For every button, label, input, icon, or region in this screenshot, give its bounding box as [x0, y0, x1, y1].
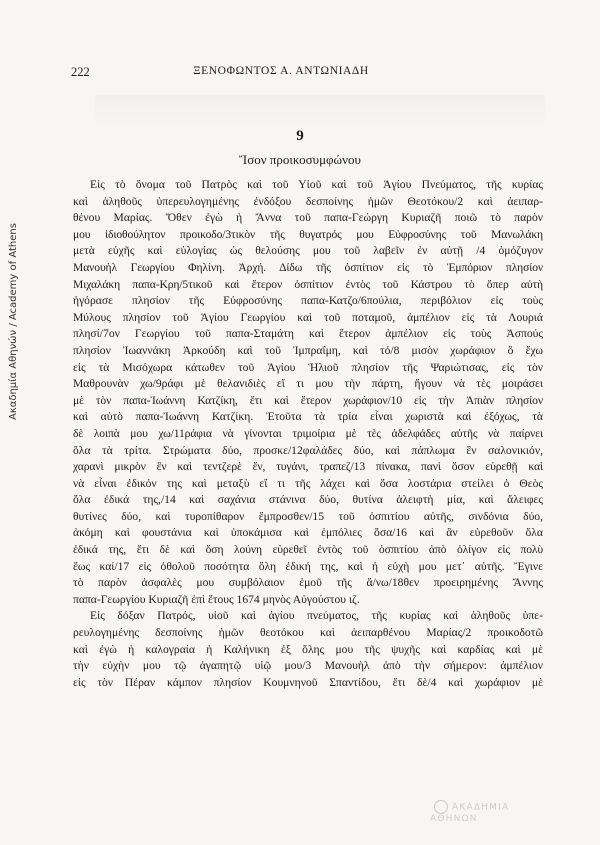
- text-line: μετὰ εὐχῆς καὶ εὐλογίας ὡς θελούσης μου τοῦ λαβεῖν ἐν αὐτῇ /4 ὁμόζυγον: [73, 244, 543, 258]
- text-line: εἰς τὸν Πέραν κάμπον πλησίον Κουμνηνοῦ Σπαντίδου, ἔτι δὲ/4 καὶ χωράφιον μὲ: [73, 675, 543, 689]
- text-line: τὴν εὐχὴν μου τῷ ἀγαπητῷ υἱῷ μου/3 Μανουὴλ ἀπὸ τὴν σήμερον: ἀμπέλιον: [73, 659, 543, 673]
- text-line: μου ἰδιοθούλητον προικοδο/3τικὸν τῆς θυγατρός μου Εὐφροσύνης τοῦ Μανωλάκη: [73, 227, 543, 241]
- text-line: καὶ ἐγὼ ἡ καλογραία ἡ Καλήνικη ἐξ ὅλης μου τῆς ψυχῆς καὶ καρδίας καὶ μὲ: [73, 642, 543, 656]
- text-line: ἀκόμη καὶ φουστάνια καὶ ὑποκάμισα καὶ ἐμπόλιες ὅσα/16 καὶ ἂν εὑρεθοῦν ὅλα: [73, 526, 543, 540]
- text-line: Μανουὴλ Γεωργίου Φηλίνη. Ἀρχή. Δίδω τῆς ὀσπίτιον εἰς τὸ Ἐμπόριον πλησίον: [73, 260, 543, 274]
- text-line: Μαθρουνὰν χω/9ράφι μὲ θελανιδιὲς εἴ τι μου τὴν πάρτη, ἤγουν νὰ τὲς μοιράσει: [73, 377, 543, 391]
- text-line: ὅλα τὰ τρίτα. Στρώματα δύο, προσκε/12φαλάδες δύο, καὶ πάπλωμα ἓν σαλονικιόν,: [73, 443, 543, 457]
- document-title: Ἴσον προικοσυμφώνου: [239, 152, 361, 167]
- page-header: [71, 65, 531, 81]
- text-line: δὲ λοιπὰ μου χω/11ράφια νὰ γίνονται τριμοίρια μὲ τὲς ἀδελφάδες αὐτῆς νὰ παίρνει: [73, 426, 543, 440]
- text-line: ρευλογημένης δεσποίνης ἡμῶν θεοτόκου καὶ ἀειπαρθένου Μαρίας/2 προικοδοτῶ: [73, 626, 543, 640]
- text-line: νὰ εἶναι ἐδικόν της καὶ μεταξὺ εἴ τι τῆς λάχει καὶ ὅσα λοστάρια στείλει ὁ Θεὸς: [73, 476, 543, 490]
- text-line: ἐδικά της, ἔτι δὲ καὶ ὅση λούνη εὑρεθεῖ ἐντὸς τοῦ ὀσπιτίου ἀπὸ ὀλίγον εἰς πολὺ: [73, 543, 543, 557]
- scan-shadow: [95, 95, 545, 125]
- academy-stamp: [430, 800, 550, 824]
- text-line: καὶ αὐτὸ παπα-Ἰωάννη Κατζίκη. Ἐτοῦτα τὰ τρία εἶναι χωριστὰ καὶ ἐξόχως, τὰ: [73, 410, 543, 424]
- text-line: Εἰς δόξαν Πατρός, υἱοῦ καὶ ἁγίου πνεύματος, τῆς κυρίας καὶ ἀληθοῦς ὑπε-: [90, 609, 543, 623]
- text-line: Μύλους πλησίον τοῦ Ἁγίου Γεωργίου καὶ τοῦ ποταμοῦ, ἀμπέλιον εἰς τὰ Λουριά: [73, 310, 543, 324]
- text-line: πλησίον Ἰωαννάκη Ἀρκούδη καὶ τοῦ Ἰμπραΐμη, καὶ τό/8 μισὸν χωράφιον ὃ ἔχω: [73, 343, 543, 357]
- document-body: [73, 177, 543, 691]
- academy-watermark: Ακαδημία Αθηνών / Academy of Athens: [8, 223, 19, 420]
- text-line: πλησί/7ον Γεωργίου τοῦ παπα-Σταμάτη καὶ ἕτερον ἀμπέλιον εἰς τοὺς Ἀσπούς: [73, 327, 543, 341]
- text-line: Εἰς τὸ ὄνομα τοῦ Πατρὸς καὶ τοῦ Υἱοῦ καὶ τοῦ Ἁγίου Πνεύματος, τῆς κυρίας: [90, 178, 543, 191]
- page-number: 222: [71, 65, 90, 79]
- text-line: μὲ τὸν παπα-Ἰωάννη Κατζίκη, ἔτι καὶ ἕτερον χωράφιον/10 εἰς τὴν Ἀπιὰν πλησίον: [73, 393, 543, 407]
- text-line: ἕως καί/17 εἰς ὀθολοῦ ποσότητα ὅλη ἐδική της, καὶ ἡ εὐχὴ μου μετ᾿ αὐτῆς. Ἔγινε: [73, 559, 543, 573]
- text-line: τὸ παρὸν ἀσφαλὲς μου συμβόλαιον ἐμοῦ τῆς ἄ/νω/18θεν προειρημένης Ἄννης: [73, 576, 543, 590]
- text-line: εἰς τὰ Μισόχωρα κάτωθεν τοῦ Ἁγίου Ἡλιοῦ πλησίον τῆς Ψαριώτισας, εἰς τὸν: [73, 360, 543, 374]
- text-line: χαρανὶ μικρὸν ἓν καὶ τεντζερὲ ἕν, τυγάνι, τραπεζ/13 πίνακα, πανὶ ὅσον εὑρεθῇ καὶ: [73, 460, 543, 474]
- text-line: ὅλα ἐδικά της,/14 καὶ σαχάνια στάνινα δύο, θυτίνα ἀλειφτὴ μία, καὶ ἄλειφες: [73, 493, 543, 507]
- text-line: παπα-Γεωργίου Κυριαζῆ ἐπὶ ἔτους 1674 μηνὸς Αὐγούστου ιζ.: [73, 592, 360, 606]
- running-head: ΞΕΝΟΦΩΝΤΟΣ Α. ΑΝΤΩΝΙΑΔΗ: [193, 65, 369, 77]
- text-line: θένου Μαρίας. Ὅθεν ἐγὼ ἡ Ἄννα τοῦ παπα-Γεώργη Κυριαζῆ ποιῶ τὸ παρὸν: [73, 211, 543, 225]
- text-line: θυτίνες δύο, καὶ τυροπίθαρον ἔμπροσθεν/15 τοῦ ὀσπιτίου αὐτῆς, σινδόνια δύο,: [73, 509, 543, 523]
- text-line: καὶ ἀληθοῦς ὑπερευλογημένης ἐνδόξου δεσποίνης ἡμῶν Θεοτόκου/2 καὶ ἀειπαρ-: [73, 194, 543, 208]
- stamp-text: ΑΚΑΔΗΜΙΑ ΑΘΗΝΩΝ: [430, 802, 510, 824]
- owl-emblem-icon: [434, 800, 448, 814]
- text-line: Μιχαλάκη παπα-Κρη/5τικοῦ καὶ ἕτερον ὀσπίτιον ἐντὸς τοῦ Κάστρου τὸ ὅπερ αὐτὴ: [73, 277, 543, 291]
- text-line: ἠγόρασε πλησίον τῆς Εὐφροσύνης παπα-Κατζο/6πούλια, περιβόλιον εἰς τοὺς: [73, 294, 543, 308]
- document-number: 9: [296, 128, 304, 144]
